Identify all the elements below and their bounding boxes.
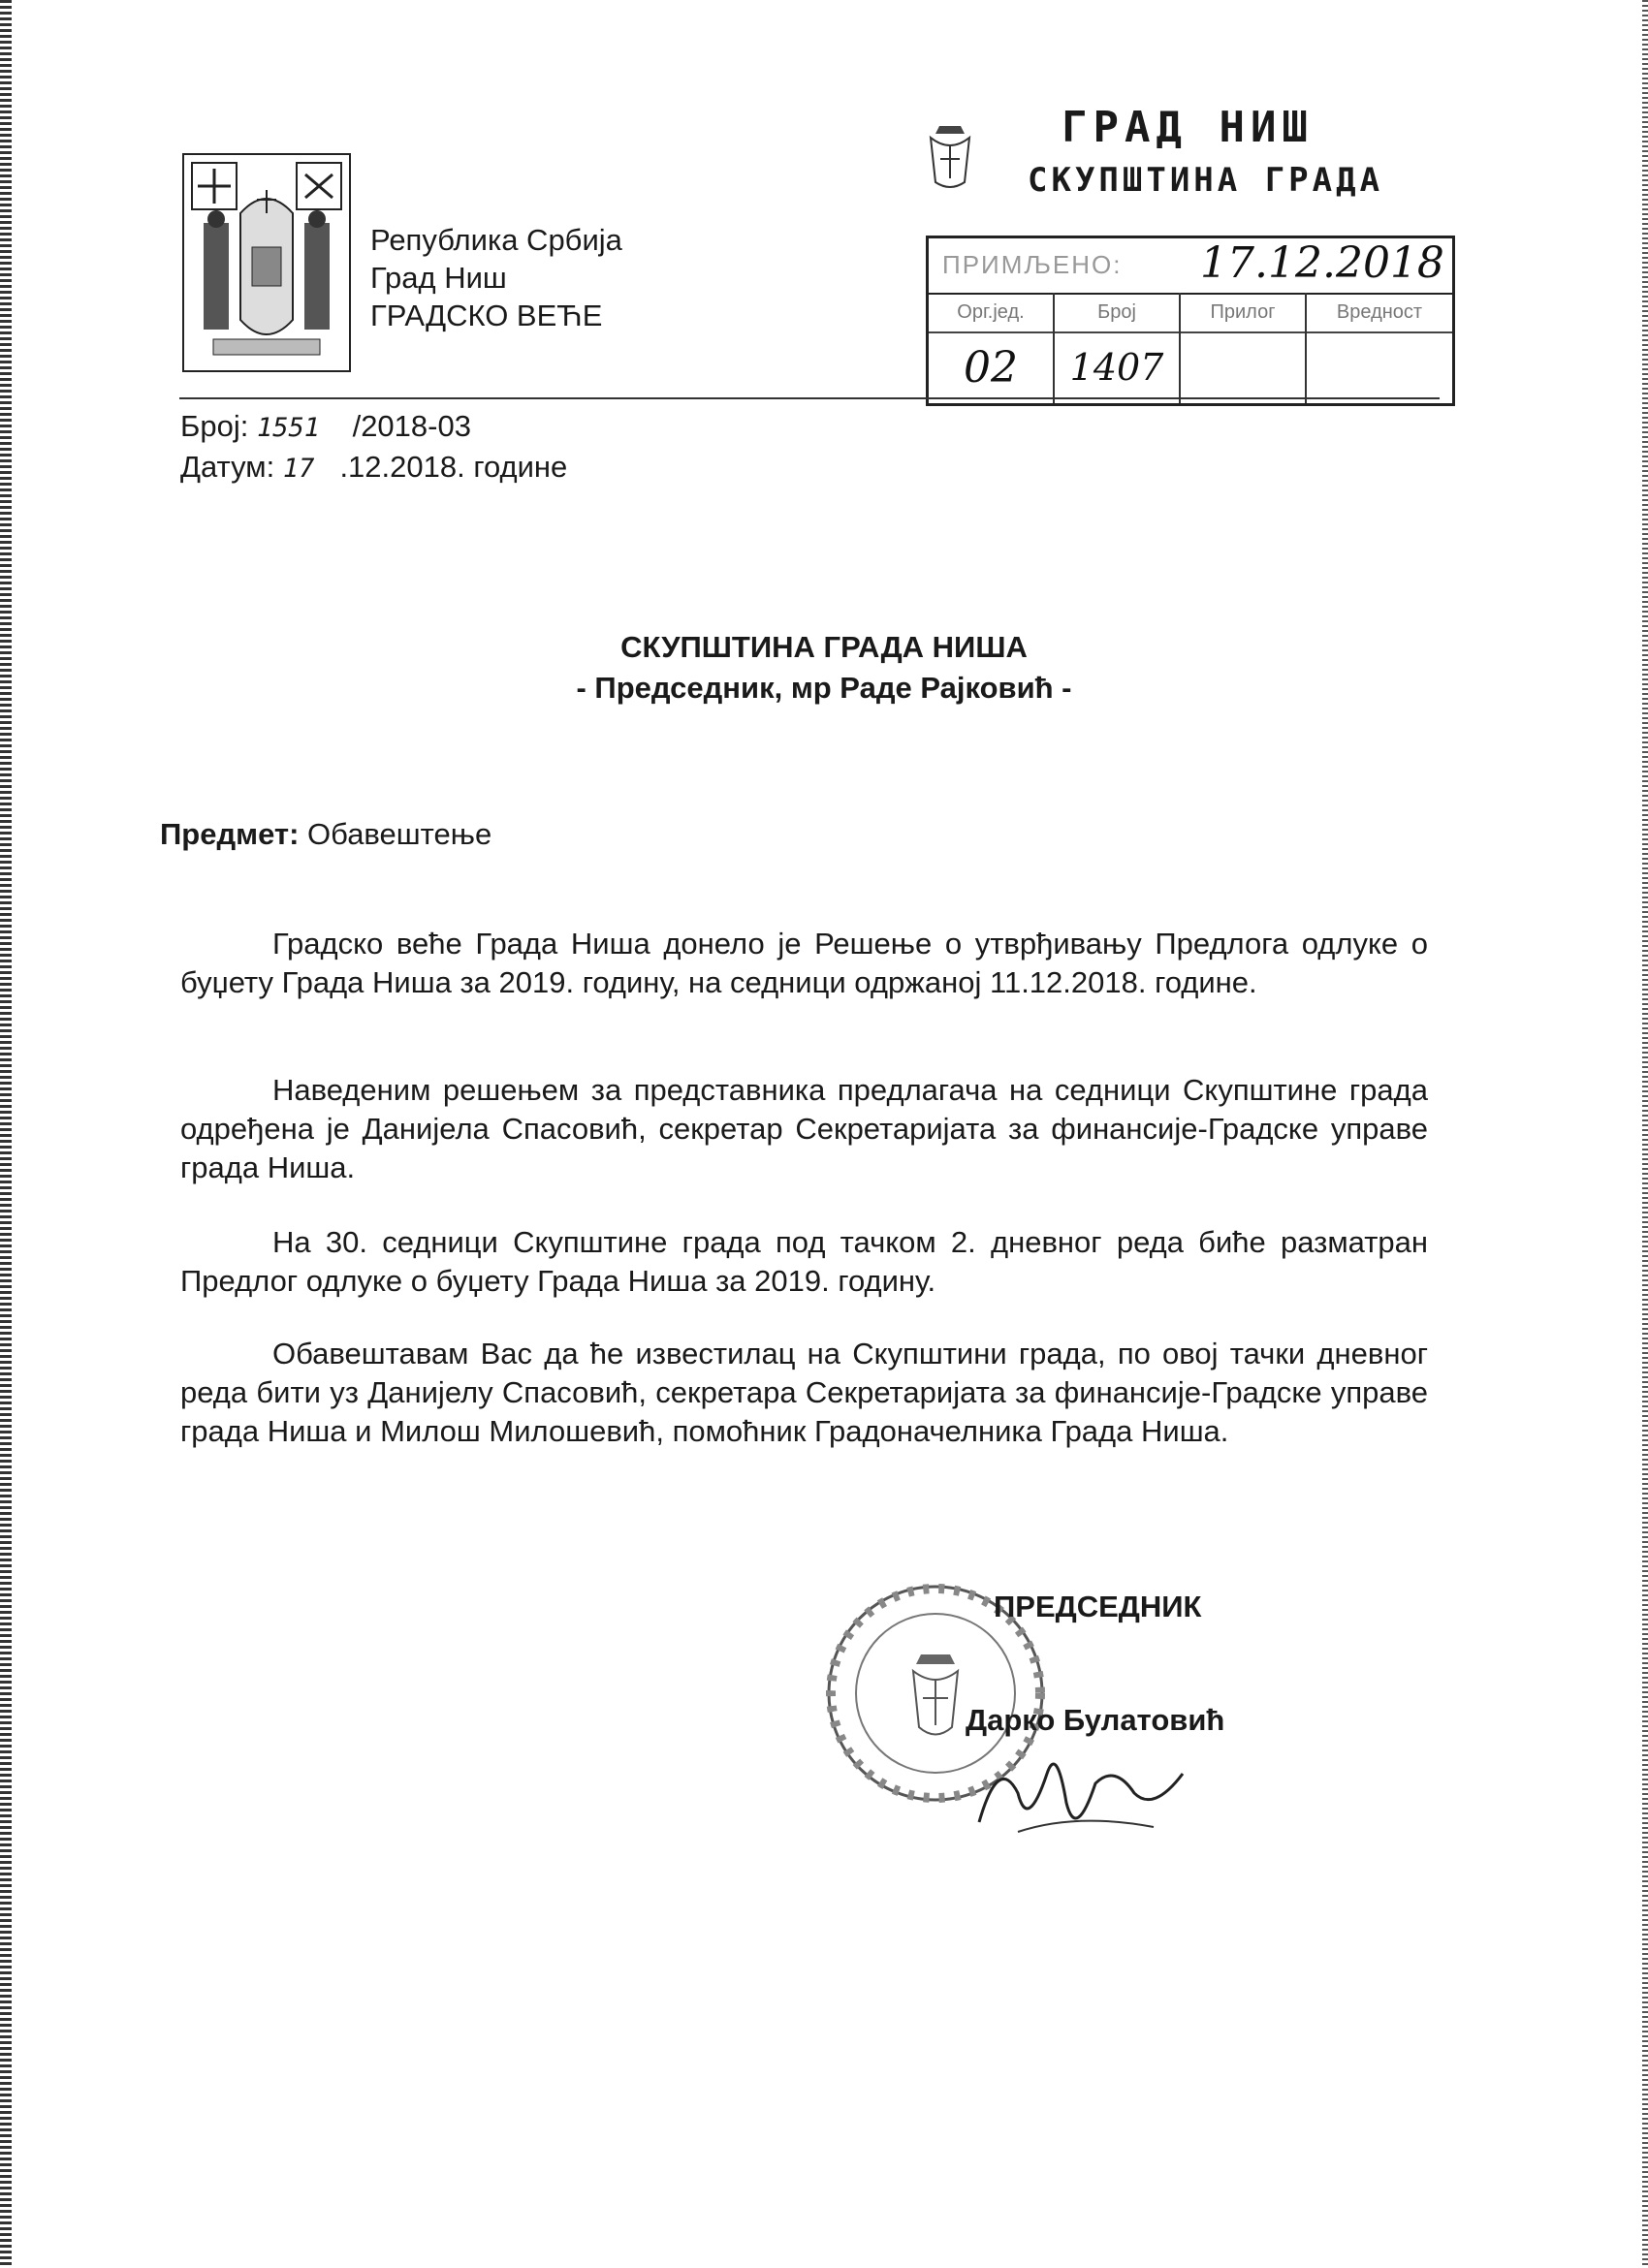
stamp-values-row	[929, 331, 1452, 403]
document-meta	[180, 407, 567, 488]
coat-of-arms-icon	[182, 153, 351, 372]
stamp-received-row	[929, 238, 1452, 295]
document-number-line	[180, 407, 567, 448]
document-number-handwritten: 1551	[256, 413, 320, 443]
stamp-attachment-empty	[1181, 331, 1307, 403]
addressee-name: СКУПШТИНА ГРАДА НИША	[620, 630, 1028, 664]
paragraph-1	[180, 925, 1428, 1002]
paragraph-1-text: Градско веће Града Ниша донело је Решење о утврђивању Предлога одлуке о буџету Града Ниша за 2019. годину, на седници одржаној 11.12.2018. године.	[180, 927, 1428, 999]
paragraph-3	[180, 1223, 1428, 1301]
stamp-received-date: 17.12.2018	[1200, 238, 1444, 288]
document-date-suffix: .12.2018. године	[339, 450, 568, 484]
signatory-name: Дарко Булатовић	[966, 1703, 1225, 1737]
document-date-line	[180, 448, 567, 488]
paragraph-4-text: Обавештавам Вас да ће известилац на Скупштини града, по овој тачки дневног реда бити уз Данијелу Спасовић, секретара Секретаријата за финансије-Градске управе града Ниша и Милош Милошевић, помоћник Градоначелника Града Ниша.	[180, 1337, 1428, 1448]
stamp-col-org: Орг.јед.	[929, 293, 1055, 331]
issuer-republic: Република Србија	[370, 223, 622, 257]
paragraph-2-text: Наведеним решењем за представника предлагача на седници Скупштине града одређена је Данијела Спасовић, секретар Секретаријата за финансије-Градске управе града Ниша.	[180, 1073, 1428, 1184]
addressee-president: - Председник, мр Раде Рајковић -	[576, 671, 1072, 705]
scan-edge-left	[0, 0, 12, 2268]
stamp-col-attachment: Прилог	[1181, 293, 1307, 331]
stamp-col-number: Број	[1055, 293, 1181, 331]
subject-label: Предмет:	[160, 817, 300, 851]
stamp-title-assembly: СКУПШТИНА ГРАДА	[1028, 161, 1384, 200]
document-date-label: Датум:	[180, 450, 275, 484]
stamp-value-empty	[1307, 331, 1452, 403]
stamp-org-unit: 02	[929, 331, 1055, 403]
signatory-title: ПРЕДСЕДНИК	[994, 1590, 1202, 1623]
stamp-title-city: ГРАД НИШ	[1062, 103, 1314, 152]
issuer-block	[370, 221, 622, 334]
document-date-handwritten: 17	[282, 454, 315, 484]
stamp-received-label: ПРИМЉЕНО:	[942, 250, 1123, 279]
document-number-suffix: /2018-03	[352, 409, 471, 443]
issuer-city: Град Ниш	[370, 261, 507, 295]
reception-stamp-table	[926, 236, 1455, 406]
serbian-eagle-icon	[926, 124, 974, 192]
paragraph-4	[180, 1335, 1428, 1451]
subject-value: Обавештење	[307, 817, 492, 851]
handwritten-signature-icon	[960, 1735, 1212, 1851]
header-divider	[179, 397, 1440, 399]
paragraph-3-text: На 30. седници Скупштине града под тачком 2. дневног реда биће разматран Предлог одлуке о буџету Града Ниша за 2019. годину.	[180, 1225, 1428, 1298]
stamp-header-row	[929, 293, 1452, 333]
scan-edge-right	[1642, 0, 1648, 2268]
document-number-label: Број:	[180, 409, 249, 443]
issuer-council: ГРАДСКО ВЕЋЕ	[370, 299, 603, 332]
stamp-number: 1407	[1055, 331, 1181, 403]
subject-line	[160, 817, 491, 852]
paragraph-2	[180, 1071, 1428, 1187]
stamp-col-value: Вредност	[1336, 300, 1423, 323]
